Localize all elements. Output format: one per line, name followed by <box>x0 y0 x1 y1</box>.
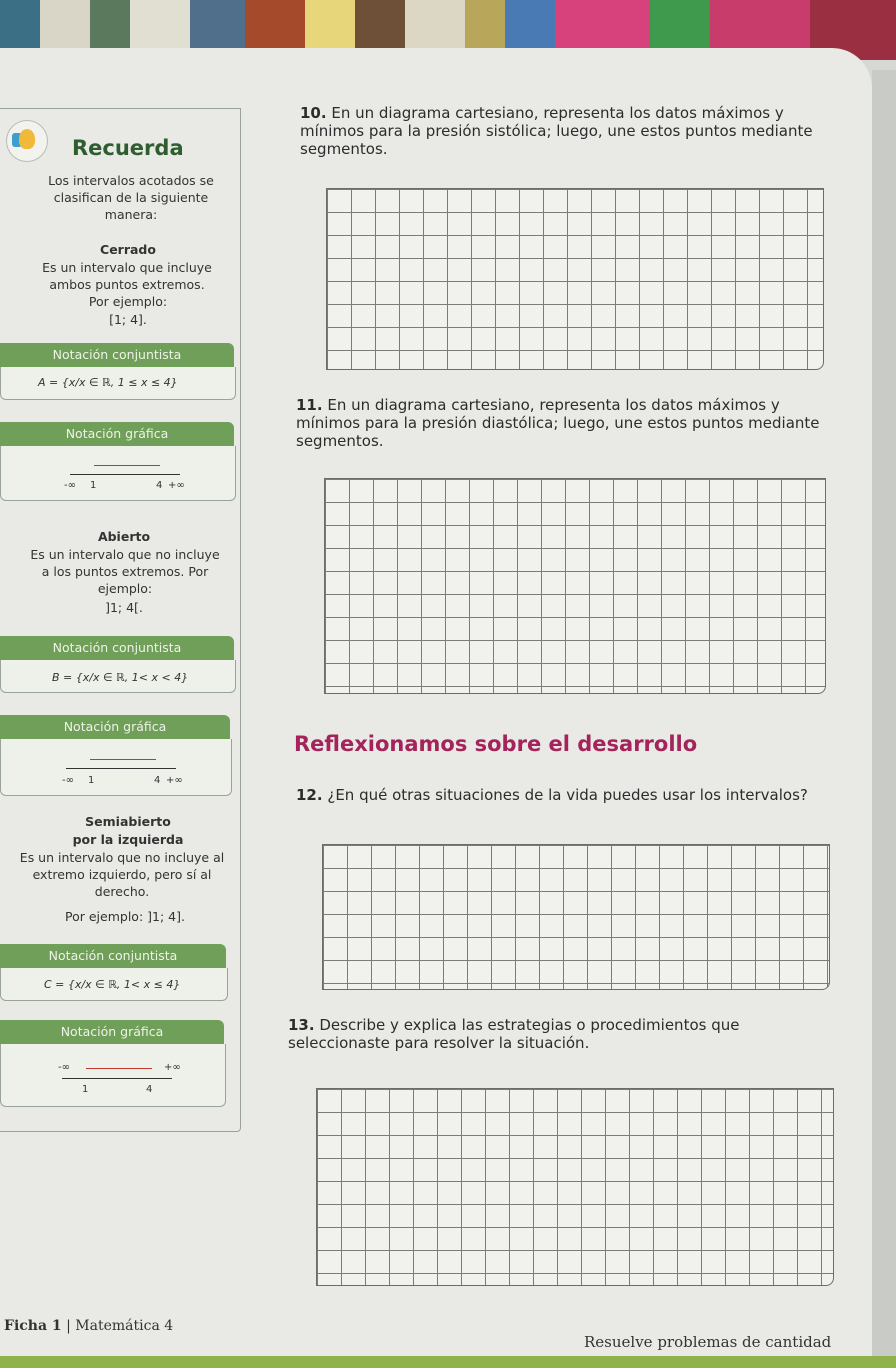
question-11 <box>296 396 826 450</box>
nl-b: 4 <box>146 1084 153 1095</box>
answer-grid-10[interactable] <box>326 188 824 370</box>
open-description: Es un intervalo que no incluye a los puntos extremos. Por ejemplo: <box>30 547 220 596</box>
open-set-notation: B = {x/x ∈ ℝ, 1< x < 4} <box>52 671 189 684</box>
question-text: ¿En qué otras situaciones de la vida puedes usar los intervalos? <box>327 786 808 804</box>
nl-a: 1 <box>88 775 95 786</box>
question-text: En un diagrama cartesiano, representa los datos máximos y mínimos para la presión diastólica; luego, une estos puntos mediante segmentos. <box>296 396 820 450</box>
subject-label: Matemática 4 <box>75 1318 174 1334</box>
question-text: Describe y explica las estrategias o procedimientos que seleccionaste para resolver la situación. <box>288 1016 740 1052</box>
decorative-bottom-band <box>0 1356 896 1368</box>
interval-segment <box>86 1068 152 1069</box>
nl-right-inf: +∞ <box>166 775 183 786</box>
question-text: En un diagrama cartesiano, representa los datos máximos y mínimos para la presión sistólica; luego, une estos puntos mediante segmentos. <box>300 104 813 158</box>
ficha-label: Ficha 1 <box>4 1318 62 1334</box>
closed-heading: Cerrado <box>100 242 156 257</box>
question-12 <box>296 786 830 804</box>
nl-b: 4 <box>154 775 161 786</box>
question-10 <box>300 104 824 158</box>
closed-set-notation: A = {x/x ∈ ℝ, 1 ≤ x ≤ 4} <box>38 376 178 389</box>
footer-competency: Resuelve problemas de cantidad <box>584 1333 832 1351</box>
nl-right-inf: +∞ <box>164 1062 181 1073</box>
half-open-graph-label: Notación gráfica <box>0 1020 224 1044</box>
number-line-axis <box>62 1078 172 1079</box>
answer-grid-11[interactable] <box>324 478 826 694</box>
sidebar-intro: Los intervalos acotados se clasifican de la siguiente manera: <box>48 173 214 222</box>
question-number: 10. <box>300 104 327 122</box>
section-title: Reflexionamos sobre el desarrollo <box>294 732 698 756</box>
half-open-heading-2: por la izquierda <box>72 832 184 847</box>
half-open-set-notation: C = {x/x ∈ ℝ, 1< x ≤ 4} <box>44 978 181 991</box>
open-graph-label: Notación gráfica <box>0 715 230 739</box>
half-open-number-line <box>0 1044 226 1107</box>
nl-left-inf: -∞ <box>64 480 76 491</box>
question-number: 13. <box>288 1016 315 1034</box>
interval-segment <box>94 465 160 466</box>
open-heading: Abierto <box>97 529 151 544</box>
half-open-example: Por ejemplo: ]1; 4]. <box>65 909 185 924</box>
closed-graph-label: Notación gráfica <box>0 422 234 446</box>
number-line-axis <box>70 474 180 475</box>
sidebar-title: Recuerda <box>72 136 184 160</box>
question-number: 11. <box>296 396 323 414</box>
closed-set-label: Notación conjuntista <box>0 343 234 367</box>
nl-left-inf: -∞ <box>62 775 74 786</box>
open-example: ]1; 4[. <box>105 600 143 615</box>
question-number: 12. <box>296 786 323 804</box>
question-13 <box>288 1016 828 1052</box>
closed-description: Es un intervalo que incluye ambos puntos extremos. <box>42 260 212 292</box>
nl-right-inf: +∞ <box>168 480 185 491</box>
half-open-heading: Semiabierto <box>85 814 171 829</box>
nl-a: 1 <box>90 480 97 491</box>
closed-example: [1; 4]. <box>109 312 147 327</box>
half-open-description: Es un intervalo que no incluye al extremo izquierdo, pero sí al derecho. <box>19 850 225 899</box>
closed-example-label: Por ejemplo: <box>88 294 168 309</box>
open-set-label: Notación conjuntista <box>0 636 234 660</box>
nl-b: 4 <box>156 480 163 491</box>
lightbulb-icon <box>6 120 48 162</box>
number-line-axis <box>66 768 176 769</box>
nl-a: 1 <box>82 1084 89 1095</box>
footer-ficha: Ficha 1 | Matemática 4 <box>4 1318 174 1334</box>
half-open-set-label: Notación conjuntista <box>0 944 226 968</box>
page-edge <box>872 70 896 1368</box>
interval-segment <box>90 759 156 760</box>
answer-grid-13[interactable] <box>316 1088 834 1286</box>
answer-grid-12[interactable] <box>322 844 830 990</box>
nl-left-inf: -∞ <box>58 1062 70 1073</box>
